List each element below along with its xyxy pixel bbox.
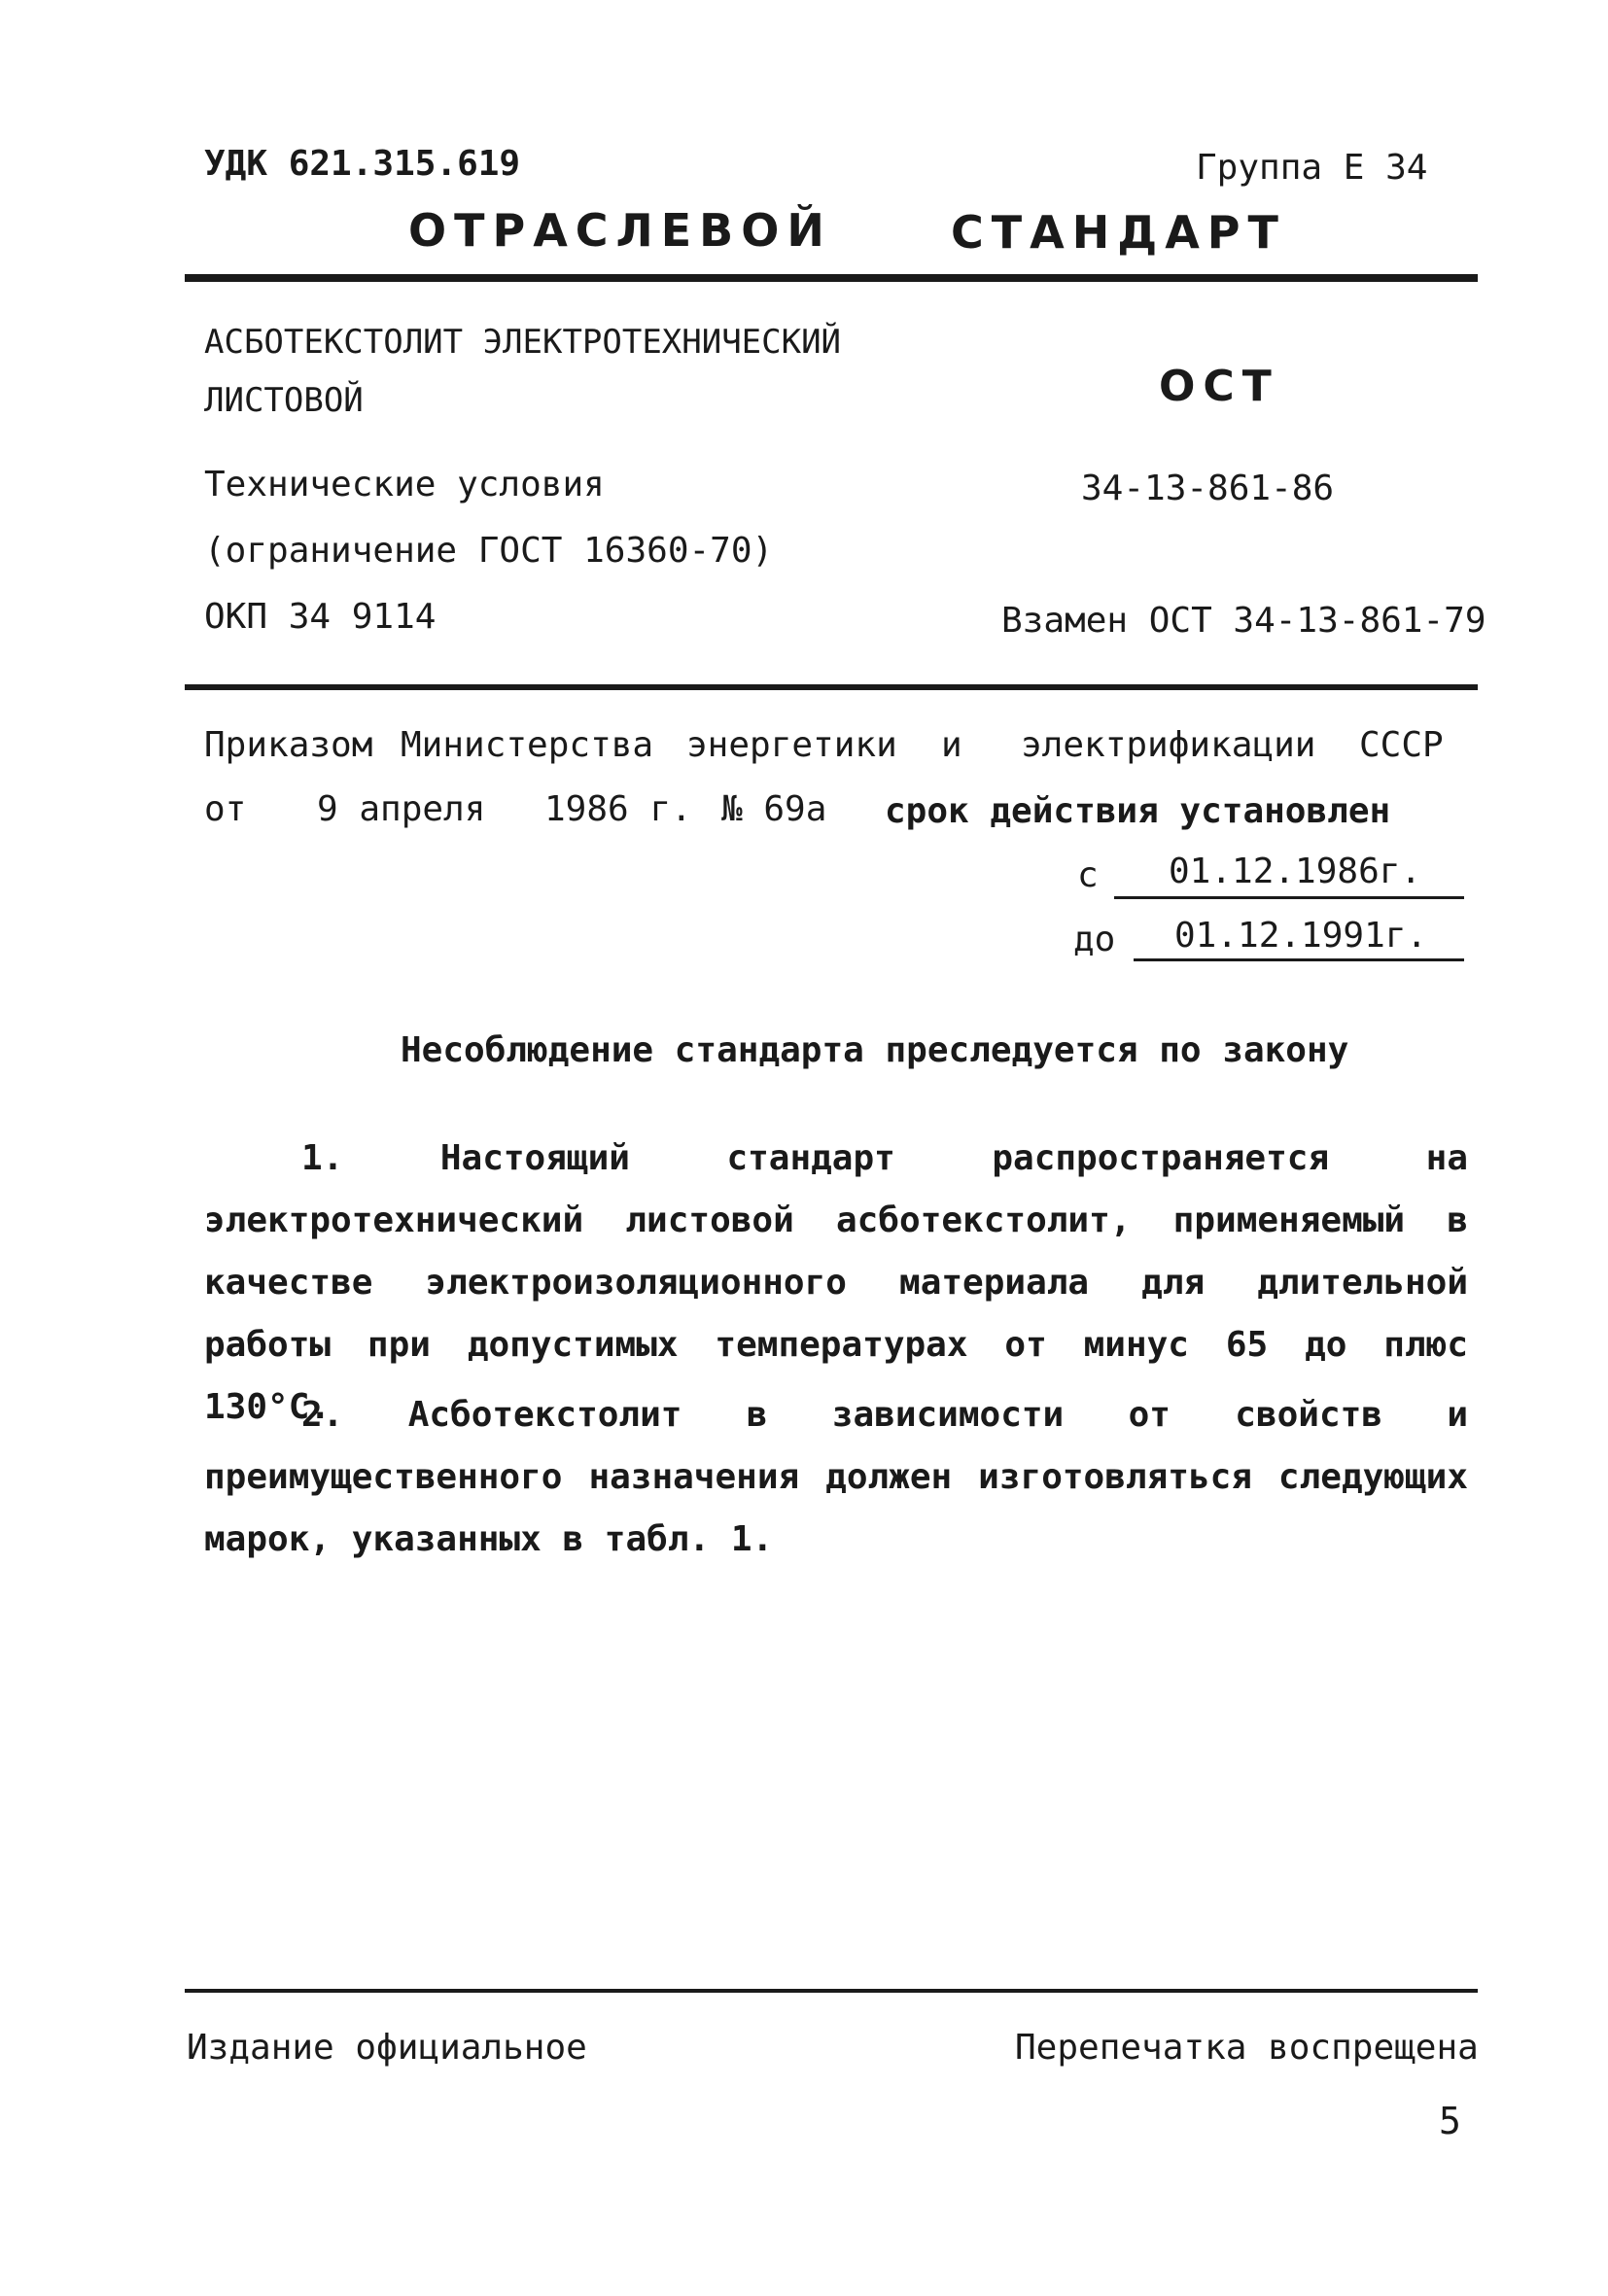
order-word-4: и xyxy=(941,725,962,765)
valid-from-prefix: с xyxy=(1077,855,1099,895)
title-left: ОТРАСЛЕВОЙ xyxy=(408,204,832,257)
footer-rule xyxy=(185,1989,1478,1993)
validity-statement: срок действия установлен xyxy=(885,791,1391,831)
order-date: 9 апреля xyxy=(317,789,486,829)
order-word-6: СССР xyxy=(1359,725,1444,765)
subtitle-gost-restriction: (ограничение ГОСТ 16360-70) xyxy=(204,531,774,571)
standard-name-line1: АСБОТЕКСТОЛИТ ЭЛЕКТРОТЕХНИЧЕСКИЙ xyxy=(204,323,842,362)
standard-number: 34-13-861-86 xyxy=(1081,469,1335,508)
page-number: 5 xyxy=(1439,2100,1461,2142)
order-word-5: электрификации xyxy=(1021,725,1316,765)
header-rule xyxy=(185,274,1478,282)
valid-from-date: 01.12.1986г. xyxy=(1169,852,1422,891)
subtitle-tech-conditions: Технические условия xyxy=(204,465,605,504)
ost-label: ОСТ xyxy=(1159,362,1279,411)
order-word-2: Министерства xyxy=(401,725,654,765)
footer-reprint-prohibited: Перепечатка воспрещена xyxy=(1015,2028,1479,2068)
order-word-3: энергетики xyxy=(686,725,897,765)
order-from-label: от xyxy=(204,789,247,829)
order-year: 1986 г. xyxy=(544,789,692,829)
order-number: № 69а xyxy=(721,789,827,829)
block-rule xyxy=(185,684,1478,690)
replaces-standard: Взамен ОСТ 34-13-861-79 xyxy=(1001,601,1486,641)
valid-to-date: 01.12.1991г. xyxy=(1174,916,1428,956)
standard-name-line2: ЛИСТОВОЙ xyxy=(204,381,364,420)
okp-code: ОКП 34 9114 xyxy=(204,597,437,637)
footer-official-edition: Издание официальное xyxy=(187,2028,587,2068)
valid-to-underline xyxy=(1134,958,1464,961)
paragraph-2: 2. Асботекстолит в зависимости от свойств и преимущественного назначения должен изготовляться следующих марок, указанных в табл. 1. xyxy=(204,1395,1468,1559)
group-code: Группа Е 34 xyxy=(1196,148,1428,188)
valid-to-prefix: до xyxy=(1073,920,1116,959)
legal-warning: Несоблюдение стандарта преследуется по закону xyxy=(401,1030,1349,1070)
paragraph-1: 1. Настоящий стандарт распространяется на электротехнический листовой асботекстолит, применяемый в качестве электроизоляционного материала для длительной работы при допустимых температурах от минус 65 до плюс 130°С. xyxy=(204,1138,1468,1427)
udk-code: УДК 621.315.619 xyxy=(204,144,521,184)
title-right: СТАНДАРТ xyxy=(951,206,1286,259)
order-word-1: Приказом xyxy=(204,725,373,765)
valid-from-underline xyxy=(1114,896,1464,899)
